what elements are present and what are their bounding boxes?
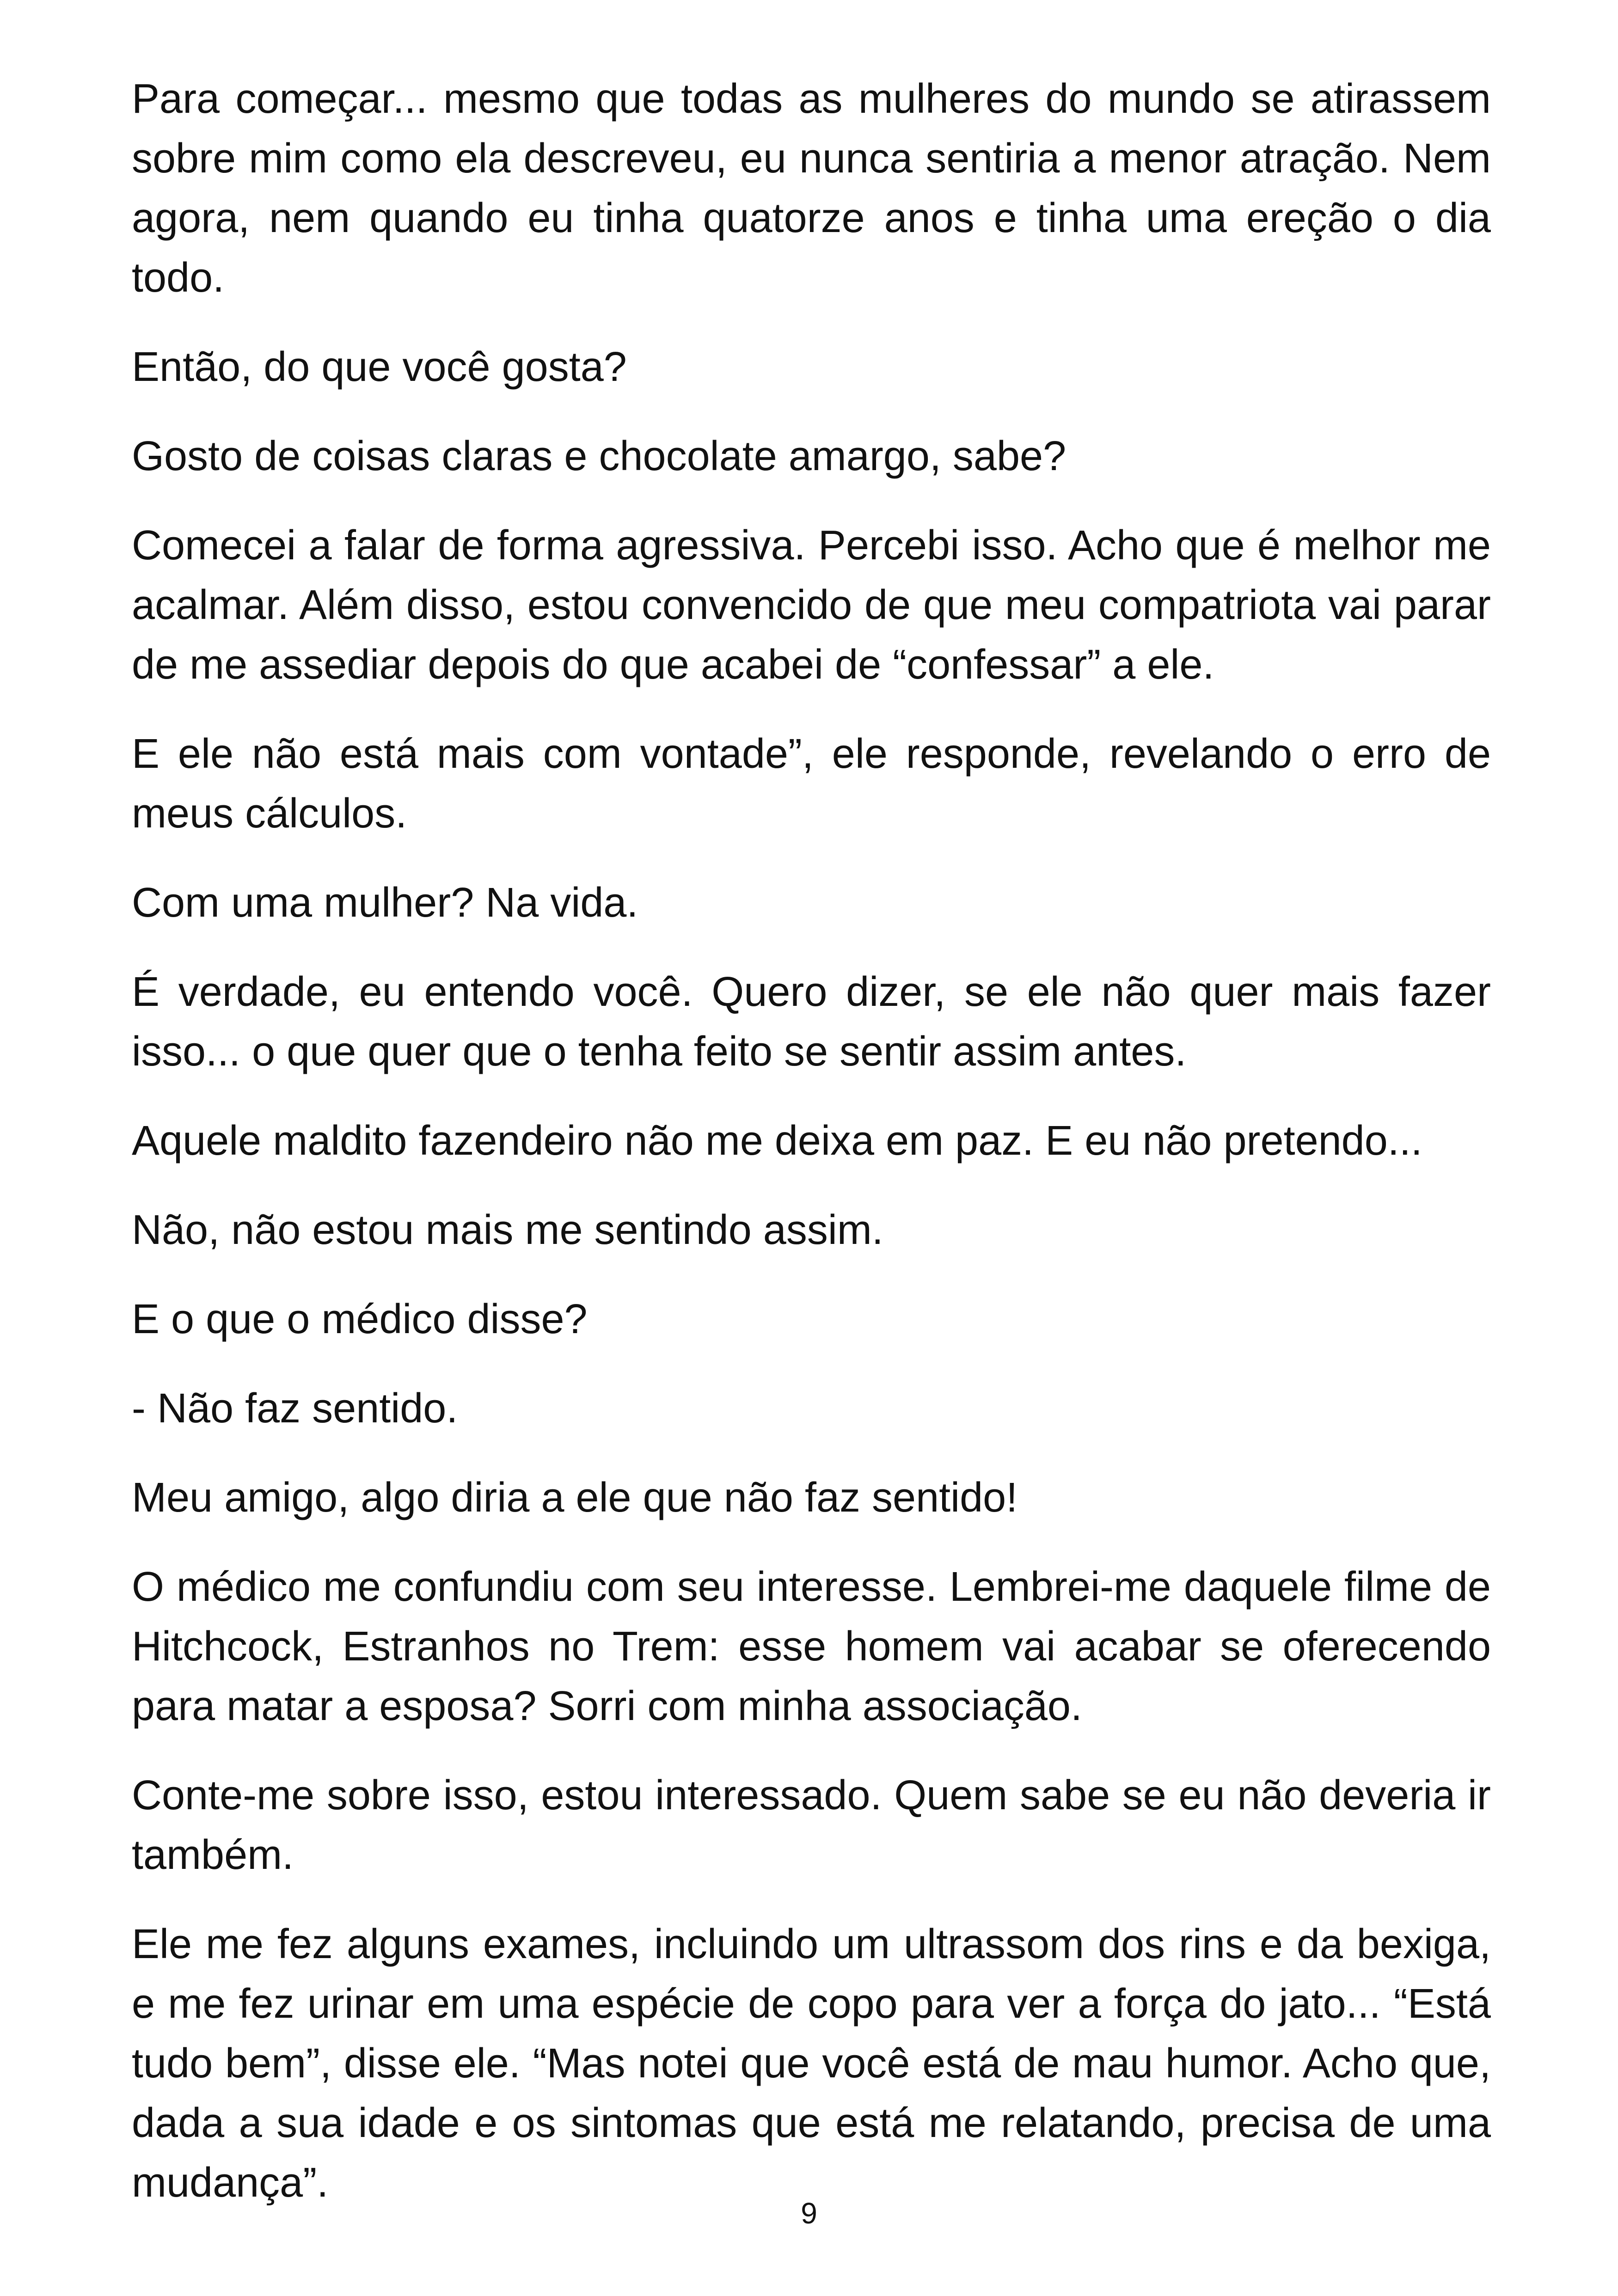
paragraph: Aquele maldito fazendeiro não me deixa em paz. E eu não pretendo... (132, 1118, 1422, 1164)
paragraph: Comecei a falar de forma agressiva. Percebi isso. Acho que é melhor me acalmar. Além disso, estou convencido de que meu compatriota vai parar de me assediar depois do que acabei de “confessar” a ele. (132, 522, 1491, 688)
paragraph: Meu amigo, algo diria a ele que não faz sentido! (132, 1475, 1018, 1521)
paragraph: E o que o médico disse? (132, 1296, 588, 1342)
paragraph: Ele me fez alguns exames, incluindo um ultrassom dos rins e da bexiga, e me fez urinar em uma espécie de copo para ver a força do jato... “Está tudo bem”, disse ele. “Mas notei que você está de mau humor. Acho que, dada a sua idade e os sintomas que está me relatando, precisa de uma mudança”. (132, 1921, 1491, 2206)
paragraph: Gosto de coisas claras e chocolate amargo, sabe? (132, 433, 1066, 479)
paragraph: Então, do que você gosta? (132, 344, 627, 390)
paragraph: Não, não estou mais me sentindo assim. (132, 1207, 883, 1253)
paragraph: E ele não está mais com vontade”, ele responde, revelando o erro de meus cálculos. (132, 731, 1491, 837)
paragraph: Com uma mulher? Na vida. (132, 880, 638, 926)
paragraph: - Não faz sentido. (132, 1385, 458, 1432)
paragraph: Para começar... mesmo que todas as mulheres do mundo se atirassem sobre mim como ela descreveu, eu nunca sentiria a menor atração. Nem agora, nem quando eu tinha quatorze anos e tinha uma ereção o dia todo. (132, 76, 1491, 301)
paragraph: É verdade, eu entendo você. Quero dizer, se ele não quer mais fazer isso... o que quer que o tenha feito se sentir assim antes. (132, 969, 1491, 1075)
paragraph: O médico me confundiu com seu interesse. Lembrei-me daquele filme de Hitchcock, Estranhos no Trem: esse homem vai acabar se oferecendo para matar a esposa? Sorri com minha associação. (132, 1564, 1491, 1729)
paragraph: Conte-me sobre isso, estou interessado. Quem sabe se eu não deveria ir também. (132, 1772, 1491, 1878)
page-number: 9 (801, 2197, 817, 2230)
body-text (132, 69, 1491, 2242)
